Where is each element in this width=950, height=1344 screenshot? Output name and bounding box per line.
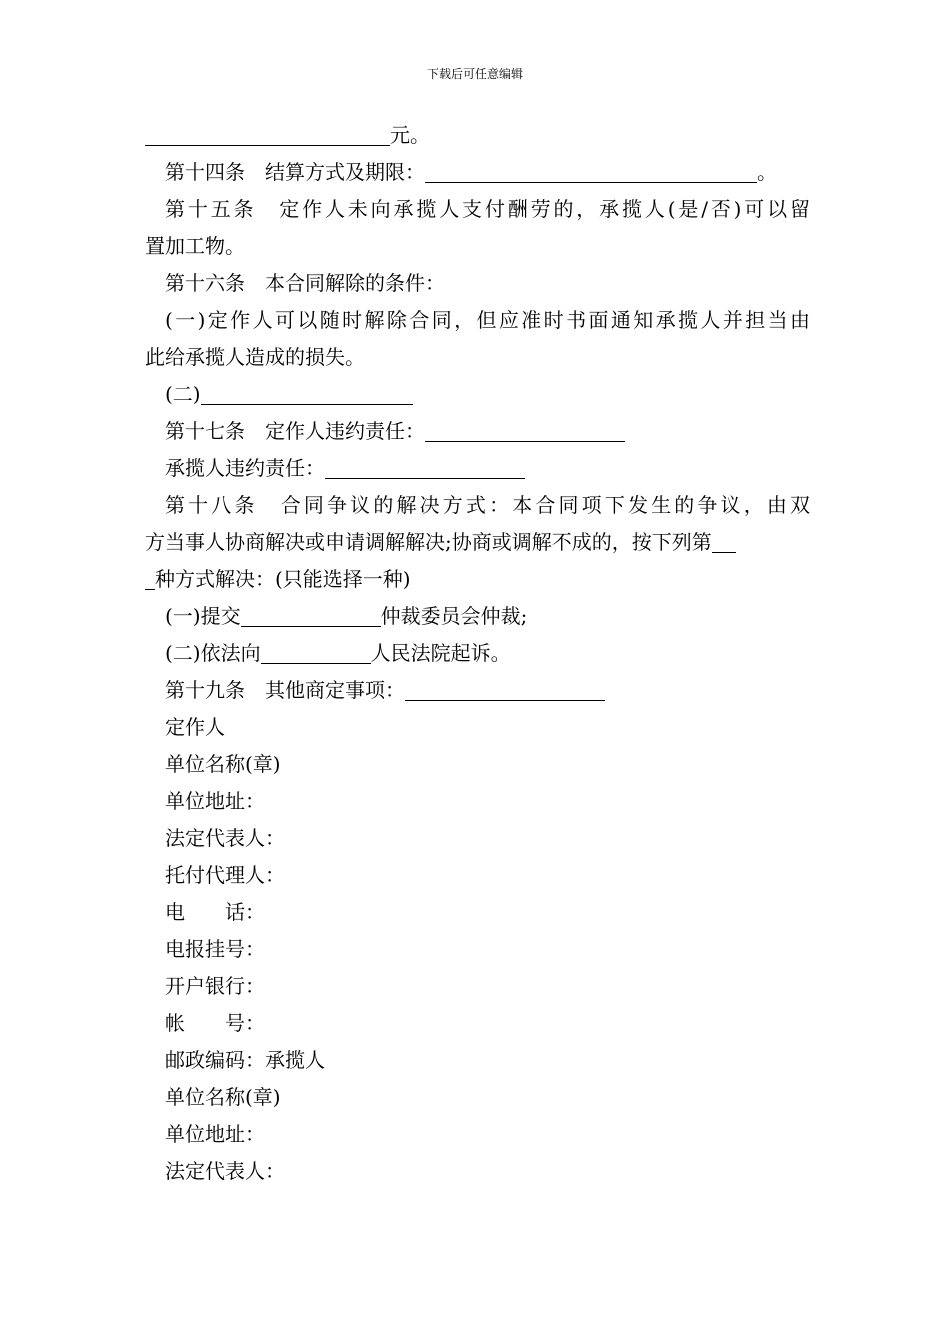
- doc-line: 方当事人协商解决或申请调解解决;协商或调解不成的，按下列第: [145, 524, 810, 561]
- signature-line: 单位名称(章): [165, 752, 281, 776]
- doc-line: 承揽人违约责任：: [145, 450, 810, 487]
- doc-line: 此给承揽人造成的损失。: [145, 345, 365, 369]
- doc-line: (二): [145, 376, 810, 413]
- blank-underline: [425, 419, 625, 442]
- blank-underline: [261, 641, 371, 664]
- signature-line: 托付代理人：: [165, 863, 285, 887]
- signature-line: 邮政编码：承揽人: [165, 1048, 325, 1072]
- blank-underline: [325, 456, 525, 479]
- signature-line: 单位地址：: [165, 789, 265, 813]
- blank-underline: [241, 604, 381, 627]
- doc-line: (一)提交 仲裁委员会仲裁;: [165, 604, 528, 628]
- article-16: 第十六条 本合同解除的条件：: [165, 271, 445, 295]
- signature-line: 法定代表人：: [165, 1159, 285, 1183]
- blank-underline: [145, 123, 390, 146]
- signature-line: 电 话：: [165, 900, 265, 924]
- blank-underline: [201, 382, 413, 405]
- doc-line: (一)定作人可以随时解除合同，但应准时书面通知承揽人并担当由: [165, 308, 810, 332]
- signature-line: 定作人: [165, 715, 225, 739]
- blank-underline: [145, 567, 155, 590]
- article-19: 第十九条 其他商定事项：: [145, 672, 810, 709]
- document-body: [145, 117, 810, 1190]
- signature-line: 帐 号：: [165, 1011, 265, 1035]
- signature-line: 单位名称(章): [165, 1085, 281, 1109]
- signature-line: 电报挂号：: [165, 937, 265, 961]
- page-header: 下载后可任意编辑: [426, 67, 523, 81]
- article-14: 第十四条 结算方式及期限： 。: [165, 160, 777, 184]
- blank-underline: [405, 678, 605, 701]
- article-15: 第十五条 定作人未向承揽人支付酬劳的，承揽人(是/否)可以留: [165, 197, 810, 221]
- blank-underline: [712, 530, 736, 553]
- signature-line: 法定代表人：: [165, 826, 285, 850]
- signature-line: 开户银行：: [165, 974, 265, 998]
- doc-line: 种方式解决：(只能选择一种): [145, 561, 810, 598]
- article-17: 第十七条 定作人违约责任：: [145, 413, 810, 450]
- signature-line: 单位地址：: [165, 1122, 265, 1146]
- blank-underline: [425, 160, 757, 183]
- doc-line: 元。: [145, 117, 810, 154]
- doc-line: 置加工物。: [145, 234, 245, 258]
- article-18: 第十八条 合同争议的解决方式：本合同项下发生的争议，由双: [165, 493, 810, 517]
- doc-line: (二)依法向 人民法院起诉。: [165, 641, 511, 665]
